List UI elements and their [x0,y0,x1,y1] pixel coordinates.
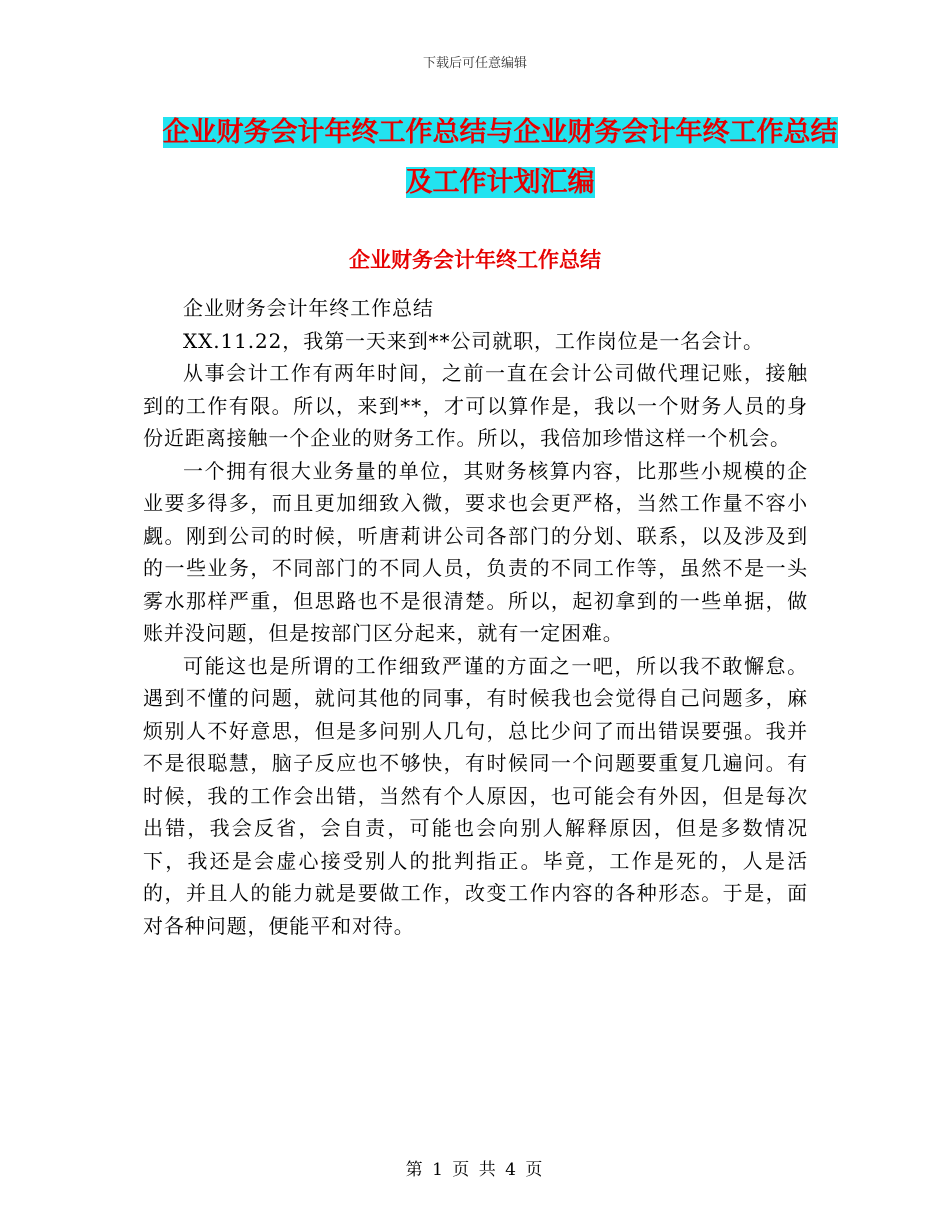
paragraph: 企业财务会计年终工作总结 [183,296,434,320]
section-title: 企业财务会计年终工作总结 [349,248,601,272]
paragraph: 从事会计工作有两年时间，之前一直在会计公司做代理记账，接触到的工作有限。所以，来到**，才可以算作是，我以一个财务人员的身份近距离接触一个企业的财务工作。所以，我倍加珍惜这样一个机会。 [143,361,808,450]
document-body [143,292,808,942]
paragraph: XX.11.22，我第一天来到**公司就职，工作岗位是一名会计。 [183,328,764,353]
page-number-footer: 第 1 页 共 4 页 [405,1160,545,1180]
paragraph: 可能这也是所谓的工作细致严谨的方面之一吧，所以我不敢懈怠。遇到不懂的问题，就问其他的同事，有时候我也会觉得自己问题多，麻烦别人不好意思，但是多问别人几句，总比少问了而出错误要强。我并不是很聪慧，脑子反应也不够快，有时候同一个问题要重复几遍问。有时候，我的工作会出错，当然有个人原因，也可能会有外因，但是每次出错，我会反省，会自责，可能也会向别人解释原因，但是多数情况下，我还是会虚心接受别人的批判指正。毕竟，工作是死的，人是活的，并且人的能力就是要做工作，改变工作内容的各种形态。于是，面对各种问题，便能平和对待。 [143,653,808,938]
header-note: 下载后可任意编辑 [422,56,527,71]
main-title-text: 企业财务会计年终工作总结与企业财务会计年终工作总结及工作计划汇编 [162,117,838,198]
document-main-title [150,108,850,208]
paragraph: 一个拥有很大业务量的单位，其财务核算内容，比那些小规模的企业要多得多，而且更加细致入微，要求也会更严格，当然工作量不容小觑。刚到公司的时候，听唐莉讲公司各部门的分划、联系，以及涉及到的一些业务，不同部门的不同人员，负责的不同工作等，虽然不是一头雾水那样严重，但思路也不是很清楚。所以，起初拿到的一些单据，做账并没问题，但是按部门区分起来，就有一定困难。 [143,458,808,645]
